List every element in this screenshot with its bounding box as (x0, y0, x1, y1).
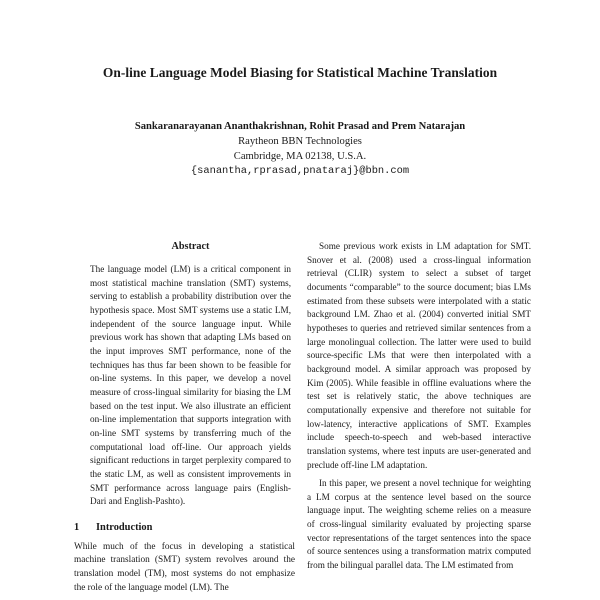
paper-title: On-line Language Model Biasing for Statistical Machine Translation (102, 65, 498, 80)
abstract-body: The language model (LM) is a critical component in most statistical machine translation (SMT) systems, serving to establish a probability distribution over the hypothesis space. Most SMT systems use a static LM, independent of the source language input. While previous work has shown that adapting LMs based on the input improves SMT performance, none of the techniques has thus far been shown to be feasible for on-line systems. In this paper, we develop a novel measure of cross-lingual similarity for biasing the LM based on the test input. We also illustrate an efficient on-line implementation that supports integration with on-line SMT systems by transferring much of the computational load off-line. Our approach yields significant reductions in target perplexity compared to the static LM, as well as consistent improvements in SMT performance across language pairs (English-Dari and English-Pashto). (90, 264, 291, 507)
author-names: Sankaranarayanan Ananthakrishnan, Rohit Prasad and Prem Natarajan (134, 121, 466, 132)
left-column (74, 240, 295, 595)
section-title: Introduction (96, 521, 153, 533)
abstract-heading: Abstract (171, 241, 210, 252)
body-paragraph-related-work: Some previous work exists in LM adaptation for SMT. Snover et al. (2008) used a cross-lingual information retrieval (CLIR) system to select a subset of target documents “comparable” to the source document; bias LMs estimated from these subsets were interpolated with a static background LM. Zhao et al. (2004) converted initial SMT hypotheses to queries and retrieved similar sentences from a large monolingual collection. The latter were used to build source-specific LMs that were then interpolated with a background model. A similar approach was proposed by Kim (2005). While feasible in offline evaluations where the test set is relatively static, the above techniques are computationally expensive and therefore not suitable for low-latency, interactive applications of SMT. Examples include speech-to-speech and web-based interactive translation systems, where test inputs are user-generated and preclude off-line LM adaptation. (307, 241, 531, 470)
section-heading-introduction (74, 521, 291, 535)
body-paragraph-contribution: In this paper, we present a novel technique for weighting a LM corpus at the sentence level based on the source language input. The weighting scheme relies on a measure of cross-lingual similarity evaluated by projecting sparse vector representations of the target sentences into the space of source sentences using a transformation matrix computed from the bilingual parallel data. The LM estimated from (307, 478, 531, 571)
introduction-body: While much of the focus in developing a statistical machine translation (SMT) system revolves around the translation model (TM), most systems do not emphasize the role of the language model (LM). The (74, 541, 295, 593)
right-column (307, 240, 531, 573)
author-email: {sanantha,rprasad,pnataraj}@bbn.com (190, 165, 410, 177)
address: Cambridge, MA 02138, U.S.A. (233, 151, 367, 162)
section-number: 1 (74, 521, 80, 533)
author-block (0, 119, 600, 179)
affiliation: Raytheon BBN Technologies (238, 136, 362, 147)
